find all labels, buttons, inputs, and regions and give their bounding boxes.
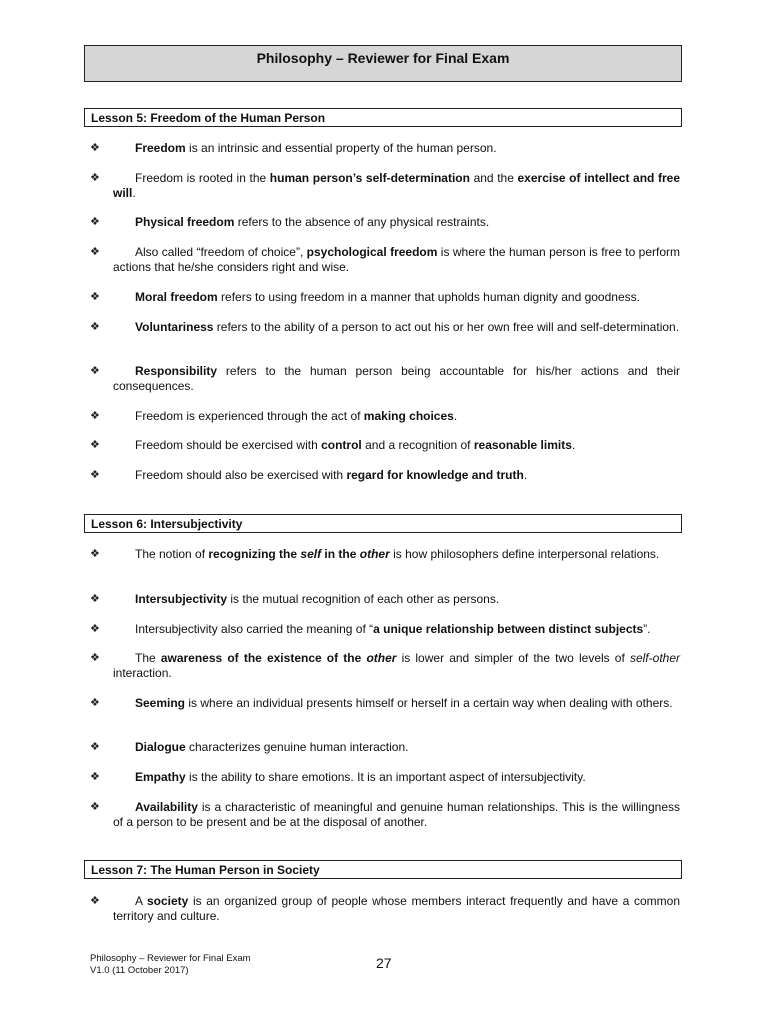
- bullet-text: Freedom is rooted in the human person’s self-determination and the exercise of intellect and free will.: [113, 171, 681, 200]
- bullet-item: [90, 171, 680, 201]
- bullet-item: [90, 800, 680, 830]
- bullet-text: Availability is a characteristic of meaningful and genuine human relationships. This is the willingness of a person to be present and be at the disposal of another.: [113, 800, 680, 829]
- bullet-text: The notion of recognizing the self in the other is how philosophers define interpersonal relations.: [135, 547, 660, 561]
- bullet-text: Dialogue characterizes genuine human interaction.: [135, 740, 409, 754]
- diamond-bullet-icon: ❖: [90, 741, 100, 753]
- diamond-bullet-icon: ❖: [90, 652, 100, 664]
- bullet-text: Intersubjectivity also carried the meaning of “a unique relationship between distinct subjects”.: [135, 622, 651, 636]
- bullet-text: Voluntariness refers to the ability of a person to act out his or her own free will and self-determination.: [135, 320, 680, 334]
- footer: [90, 953, 251, 977]
- diamond-bullet-icon: ❖: [90, 365, 100, 377]
- bullet-item: [90, 409, 680, 424]
- bullet-text: Physical freedom refers to the absence of any physical restraints.: [135, 215, 490, 229]
- bullet-item: [90, 320, 680, 335]
- page-number: 27: [376, 955, 392, 971]
- diamond-bullet-icon: ❖: [90, 291, 100, 303]
- diamond-bullet-icon: ❖: [90, 246, 100, 258]
- footer-title: Philosophy – Reviewer for Final Exam: [90, 953, 251, 964]
- bullet-text: Freedom is an intrinsic and essential property of the human person.: [135, 141, 497, 155]
- bullet-item: [90, 215, 680, 230]
- bullet-item: [90, 364, 680, 394]
- bullet-item: [90, 651, 680, 681]
- bullet-text: Seeming is where an individual presents himself or herself in a certain way when dealing with others.: [135, 696, 673, 710]
- diamond-bullet-icon: ❖: [90, 216, 100, 228]
- lesson-heading: Lesson 7: The Human Person in Society: [84, 860, 682, 879]
- bullet-text: A society is an organized group of people whose members interact frequently and have a common territory and culture.: [113, 894, 680, 923]
- lesson-heading: Lesson 5: Freedom of the Human Person: [84, 108, 682, 127]
- bullet-text: Freedom should also be exercised with regard for knowledge and truth.: [135, 468, 528, 482]
- bullet-item: [90, 622, 680, 637]
- diamond-bullet-icon: ❖: [90, 439, 100, 451]
- bullet-item: [90, 290, 680, 305]
- diamond-bullet-icon: ❖: [90, 771, 100, 783]
- bullet-text: Empathy is the ability to share emotions. It is an important aspect of intersubjectivity.: [135, 770, 586, 784]
- lesson-heading: Lesson 6: Intersubjectivity: [84, 514, 682, 533]
- bullet-text: Responsibility refers to the human person being accountable for his/her actions and their consequences.: [113, 364, 680, 393]
- diamond-bullet-icon: ❖: [90, 593, 100, 605]
- bullet-item: [90, 245, 680, 275]
- diamond-bullet-icon: ❖: [90, 801, 100, 813]
- diamond-bullet-icon: ❖: [90, 172, 100, 184]
- bullet-item: [90, 770, 680, 785]
- bullet-text: The awareness of the existence of the other is lower and simpler of the two levels of self-other interaction.: [113, 651, 680, 680]
- diamond-bullet-icon: ❖: [90, 142, 100, 154]
- bullet-item: [90, 438, 680, 453]
- bullet-text: Intersubjectivity is the mutual recognition of each other as persons.: [135, 592, 500, 606]
- diamond-bullet-icon: ❖: [90, 410, 100, 422]
- bullet-item: [90, 547, 680, 562]
- diamond-bullet-icon: ❖: [90, 321, 100, 333]
- bullet-text: Freedom is experienced through the act of making choices.: [135, 409, 458, 423]
- diamond-bullet-icon: ❖: [90, 623, 100, 635]
- bullet-item: [90, 141, 680, 156]
- bullet-text: Freedom should be exercised with control and a recognition of reasonable limits.: [135, 438, 576, 452]
- bullet-item: [90, 696, 680, 711]
- diamond-bullet-icon: ❖: [90, 548, 100, 560]
- bullet-text: Also called “freedom of choice”, psychological freedom is where the human person is free to perform actions that he/she considers right and wise.: [113, 245, 680, 274]
- diamond-bullet-icon: ❖: [90, 469, 100, 481]
- bullet-item: [90, 468, 680, 483]
- bullet-item: [90, 740, 680, 755]
- footer-version: V1.0 (11 October 2017): [90, 965, 189, 976]
- bullet-item: [90, 894, 680, 924]
- bullet-text: Moral freedom refers to using freedom in a manner that upholds human dignity and goodness.: [135, 290, 640, 304]
- diamond-bullet-icon: ❖: [90, 697, 100, 709]
- bullet-item: [90, 592, 680, 607]
- document-title: Philosophy – Reviewer for Final Exam: [84, 45, 682, 82]
- diamond-bullet-icon: ❖: [90, 895, 100, 907]
